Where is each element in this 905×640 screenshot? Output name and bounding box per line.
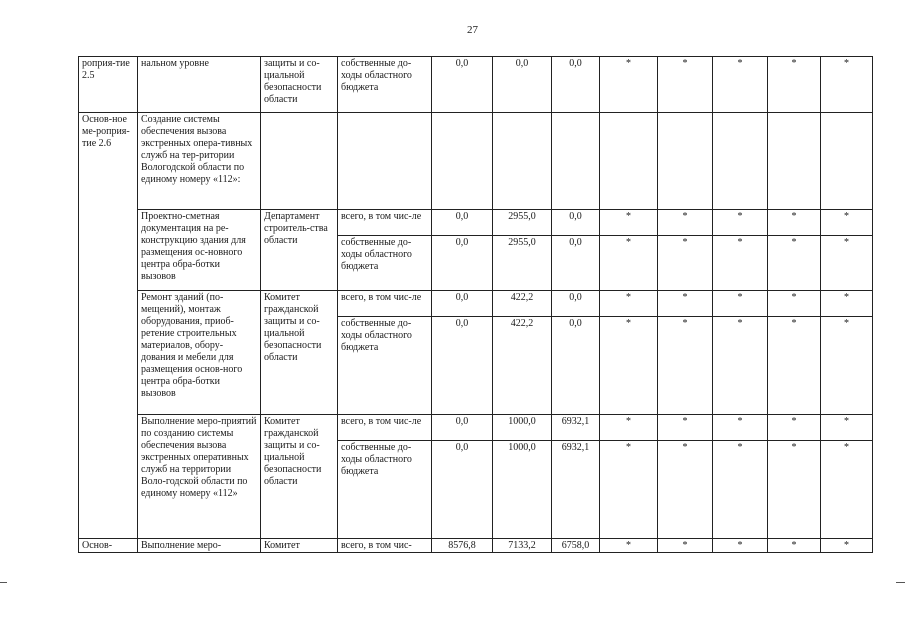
measure-id-cell: роприя-тие 2.5 [79, 57, 138, 113]
asterisk-cell: * [713, 210, 768, 236]
asterisk-cell: * [600, 291, 658, 317]
measure-name-cell: Ремонт зданий (по-мещений), монтаж оборудования, приоб-ретение строительных материалов, обору-дования и мебели для размещения основ-ного центра обра-ботки вызовов [138, 291, 261, 415]
source-cell: всего, в том чис-ле [338, 291, 432, 317]
asterisk-cell: * [821, 210, 873, 236]
empty-cell [658, 113, 713, 210]
value-cell: 0,0 [432, 415, 493, 441]
asterisk-cell: * [768, 236, 821, 291]
asterisk-cell: * [600, 539, 658, 553]
asterisk-cell: * [713, 236, 768, 291]
value-cell: 0,0 [432, 236, 493, 291]
asterisk-cell: * [821, 57, 873, 113]
asterisk-cell: * [768, 210, 821, 236]
asterisk-cell: * [768, 317, 821, 415]
source-cell: всего, в том чис-ле [338, 210, 432, 236]
empty-cell [600, 113, 658, 210]
value-cell: 0,0 [493, 57, 552, 113]
empty-cell [821, 113, 873, 210]
budget-table [78, 56, 873, 553]
scan-edge-mark-right [896, 582, 905, 583]
measure-name-cell: Выполнение меро- [138, 539, 261, 553]
asterisk-cell: * [713, 415, 768, 441]
asterisk-cell: * [600, 317, 658, 415]
executor-cell: Комитет гражданской защиты и со-циальной безопасности области [261, 291, 338, 415]
asterisk-cell: * [768, 539, 821, 553]
value-cell: 0,0 [552, 317, 600, 415]
asterisk-cell: * [658, 236, 713, 291]
asterisk-cell: * [658, 317, 713, 415]
asterisk-cell: * [821, 539, 873, 553]
empty-cell [713, 113, 768, 210]
asterisk-cell: * [713, 441, 768, 539]
value-cell: 2955,0 [493, 236, 552, 291]
source-cell: собственные до-ходы областного бюджета [338, 441, 432, 539]
table-row [79, 291, 873, 317]
measure-name-cell: Проектно-сметная документация на ре-конструкцию здания для размещения ос-новного центра обра-ботки вызовов [138, 210, 261, 291]
source-cell: собственные до-ходы областного бюджета [338, 57, 432, 113]
asterisk-cell: * [821, 291, 873, 317]
asterisk-cell: * [658, 415, 713, 441]
measure-id-cell: Основ- [79, 539, 138, 553]
table-row [79, 57, 873, 113]
value-cell: 2955,0 [493, 210, 552, 236]
asterisk-cell: * [600, 210, 658, 236]
asterisk-cell: * [821, 236, 873, 291]
executor-cell: Департамент строитель-ства области [261, 210, 338, 291]
asterisk-cell: * [821, 441, 873, 539]
empty-cell [493, 113, 552, 210]
asterisk-cell: * [821, 317, 873, 415]
empty-cell [261, 113, 338, 210]
source-cell: собственные до-ходы областного бюджета [338, 317, 432, 415]
executor-cell: Комитет [261, 539, 338, 553]
table-row [79, 210, 873, 236]
value-cell: 0,0 [432, 291, 493, 317]
executor-cell: Комитет гражданской защиты и со-циальной безопасности области [261, 415, 338, 539]
asterisk-cell: * [768, 441, 821, 539]
executor-cell: защиты и со-циальной безопасности области [261, 57, 338, 113]
value-cell: 8576,8 [432, 539, 493, 553]
asterisk-cell: * [713, 317, 768, 415]
empty-cell [768, 113, 821, 210]
source-cell: всего, в том чис-ле [338, 415, 432, 441]
asterisk-cell: * [658, 539, 713, 553]
scan-edge-mark-left [0, 582, 7, 583]
asterisk-cell: * [713, 291, 768, 317]
value-cell: 7133,2 [493, 539, 552, 553]
asterisk-cell: * [658, 441, 713, 539]
value-cell: 0,0 [432, 210, 493, 236]
empty-cell [552, 113, 600, 210]
asterisk-cell: * [713, 57, 768, 113]
value-cell: 1000,0 [493, 441, 552, 539]
value-cell: 0,0 [552, 236, 600, 291]
value-cell: 0,0 [432, 441, 493, 539]
value-cell: 0,0 [432, 317, 493, 415]
asterisk-cell: * [600, 441, 658, 539]
table-row [79, 415, 873, 441]
asterisk-cell: * [658, 57, 713, 113]
table-row [79, 113, 873, 210]
value-cell: 1000,0 [493, 415, 552, 441]
value-cell: 422,2 [493, 291, 552, 317]
asterisk-cell: * [600, 236, 658, 291]
asterisk-cell: * [600, 57, 658, 113]
value-cell: 6758,0 [552, 539, 600, 553]
value-cell: 0,0 [432, 57, 493, 113]
value-cell: 0,0 [552, 291, 600, 317]
empty-cell [432, 113, 493, 210]
asterisk-cell: * [658, 210, 713, 236]
asterisk-cell: * [600, 415, 658, 441]
measure-name-cell: Создание системы обеспечения вызова экстренных опера-тивных служб на тер-ритории Вологодской области по единому номеру «112»: [138, 113, 261, 210]
asterisk-cell: * [713, 539, 768, 553]
asterisk-cell: * [768, 415, 821, 441]
source-cell: всего, в том чис- [338, 539, 432, 553]
value-cell: 422,2 [493, 317, 552, 415]
measure-name-cell: Выполнение меро-приятий по созданию системы обеспечения вызова экстренных оперативных служб на территории Воло-годской области по единому номеру «112» [138, 415, 261, 539]
value-cell: 0,0 [552, 57, 600, 113]
asterisk-cell: * [821, 415, 873, 441]
measure-id-cell: Основ-ное ме-роприя-тие 2.6 [79, 113, 138, 539]
asterisk-cell: * [768, 291, 821, 317]
table-row [79, 539, 873, 553]
asterisk-cell: * [658, 291, 713, 317]
empty-cell [338, 113, 432, 210]
value-cell: 6932,1 [552, 441, 600, 539]
value-cell: 6932,1 [552, 415, 600, 441]
page-number: 27 [467, 24, 478, 36]
source-cell: собственные до-ходы областного бюджета [338, 236, 432, 291]
value-cell: 0,0 [552, 210, 600, 236]
measure-name-cell: нальном уровне [138, 57, 261, 113]
asterisk-cell: * [768, 57, 821, 113]
